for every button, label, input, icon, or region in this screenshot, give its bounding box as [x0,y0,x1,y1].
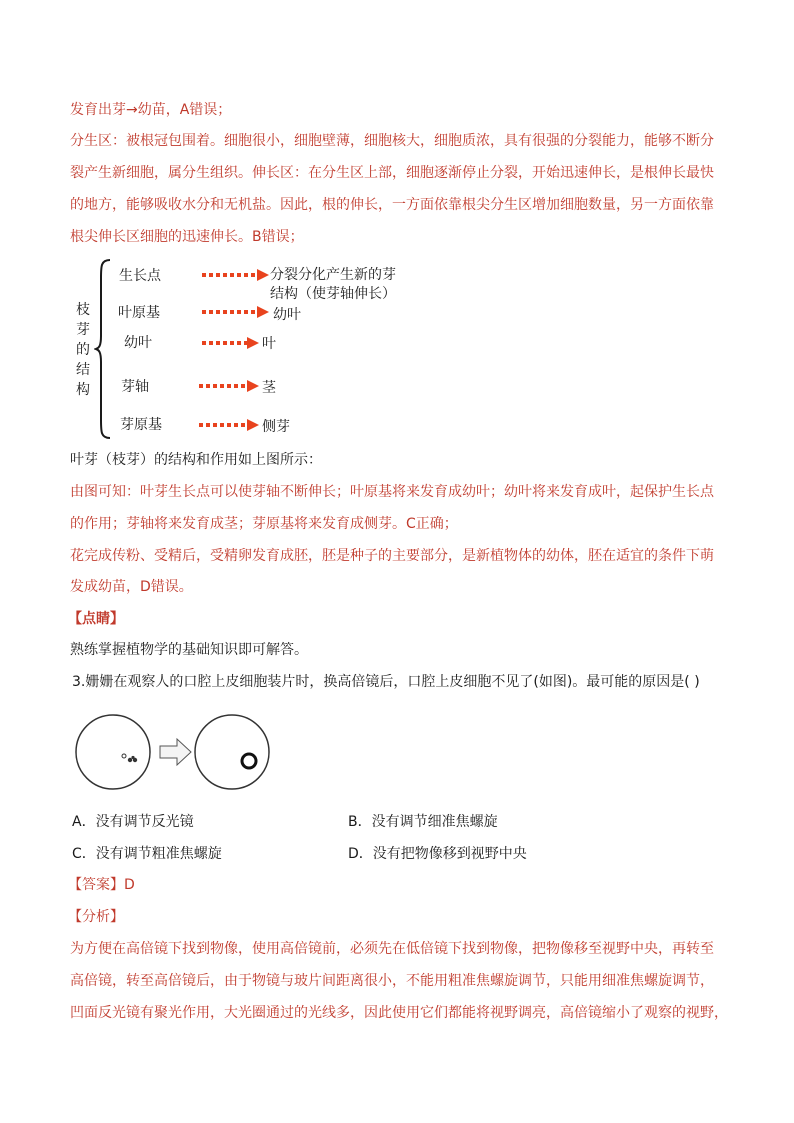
text-line: 凹面反光镜有聚光作用，大光圈通过的光线多，因此使用它们都能将视野调亮，高倍镜缩小了观察的视野， [70,1005,728,1021]
text-line: 根尖伸长区细胞的迅速伸长。B错误； [70,229,304,245]
diagram-result-label: 幼叶 [273,307,301,323]
section-heading: 【点睛】 [68,611,124,627]
arrow-icon [201,336,261,350]
diagram-part-label: 生长点 [119,268,161,284]
text-line: 的作用；芽轴将来发育成茎；芽原基将来发育成侧芽。C正确； [70,516,458,532]
microscope-field-figure [74,712,274,792]
diagram-result-label: 结构（使芽轴伸长） [270,286,396,302]
arrow-icon [198,379,261,393]
arrow-icon [198,418,261,432]
high-power-field-icon [195,715,269,789]
diagram-result-label: 茎 [262,380,276,396]
text-line: 发成幼苗，D错误。 [70,579,193,595]
diagram-part-label: 芽原基 [120,417,162,433]
text-line: 为方便在高倍镜下找到物像，使用高倍镜前，必须先在低倍镜下找到物像，把物像移至视野中央，再转至 [70,941,714,957]
option-d: D．没有把物像移到视野中央 [348,846,527,862]
diagram-vertical-label: 枝 芽 的 结 构 [76,302,90,398]
arrow-icon [201,268,271,282]
text-line: 由图可知：叶芽生长点可以使芽轴不断伸长；叶原基将来发育成幼叶；幼叶将来发育成叶，起保护生长点 [70,484,714,500]
arrow-right-icon [160,739,191,765]
text-line: 的地方，能够吸收水分和无机盐。因此，根的伸长，一方面依靠根尖分生区增加细胞数量，另一方面依靠 [70,197,714,213]
diagram-result-label: 分裂分化产生新的芽 [270,267,396,283]
text-line: 分生区：被根冠包围着。细胞很小，细胞壁薄，细胞核大，细胞质浓，具有很强的分裂能力，能够不断分 [70,133,714,149]
text-line: 熟练掌握植物学的基础知识即可解答。 [70,642,308,658]
diagram-result-label: 叶 [262,336,276,352]
diagram-caption: 叶芽（枝芽）的结构和作用如上图所示： [70,452,322,468]
question-stem: 3.姗姗在观察人的口腔上皮细胞装片时，换高倍镜后，口腔上皮细胞不见了(如图)。最可能的原因是( ) [72,674,700,690]
diagram-part-label: 叶原基 [118,305,160,321]
answer-heading: 【答案】D [68,877,135,893]
text-line: 高倍镜，转至高倍镜后，由于物镜与玻片间距离很小，不能用粗准焦螺旋调节，只能用细准焦螺旋调节， [70,973,714,989]
diagram-part-label: 幼叶 [124,335,152,351]
option-c: C．没有调节粗准焦螺旋 [72,846,222,862]
analysis-heading: 【分析】 [68,909,124,925]
text-line: 花完成传粉、受精后，受精卵发育成胚，胚是种子的主要部分，是新植物体的幼体，胚在适宜的条件下萌 [70,548,714,564]
diagram-part-label: 芽轴 [121,379,149,395]
option-a: A．没有调节反光镜 [72,814,194,830]
text-line: 裂产生新细胞，属分生组织。伸长区：在分生区上部，细胞逐渐停止分裂，开始迅速伸长，是根伸长最快 [70,165,714,181]
diagram-result-label: 侧芽 [262,419,290,435]
low-power-field-icon [76,715,150,789]
bud-structure-diagram [66,258,426,442]
arrow-icon [201,305,271,319]
option-b: B．没有调节细准焦螺旋 [348,814,498,830]
curly-brace-icon [94,258,114,440]
text-line: 发育出芽→幼苗，A错误； [70,102,232,118]
